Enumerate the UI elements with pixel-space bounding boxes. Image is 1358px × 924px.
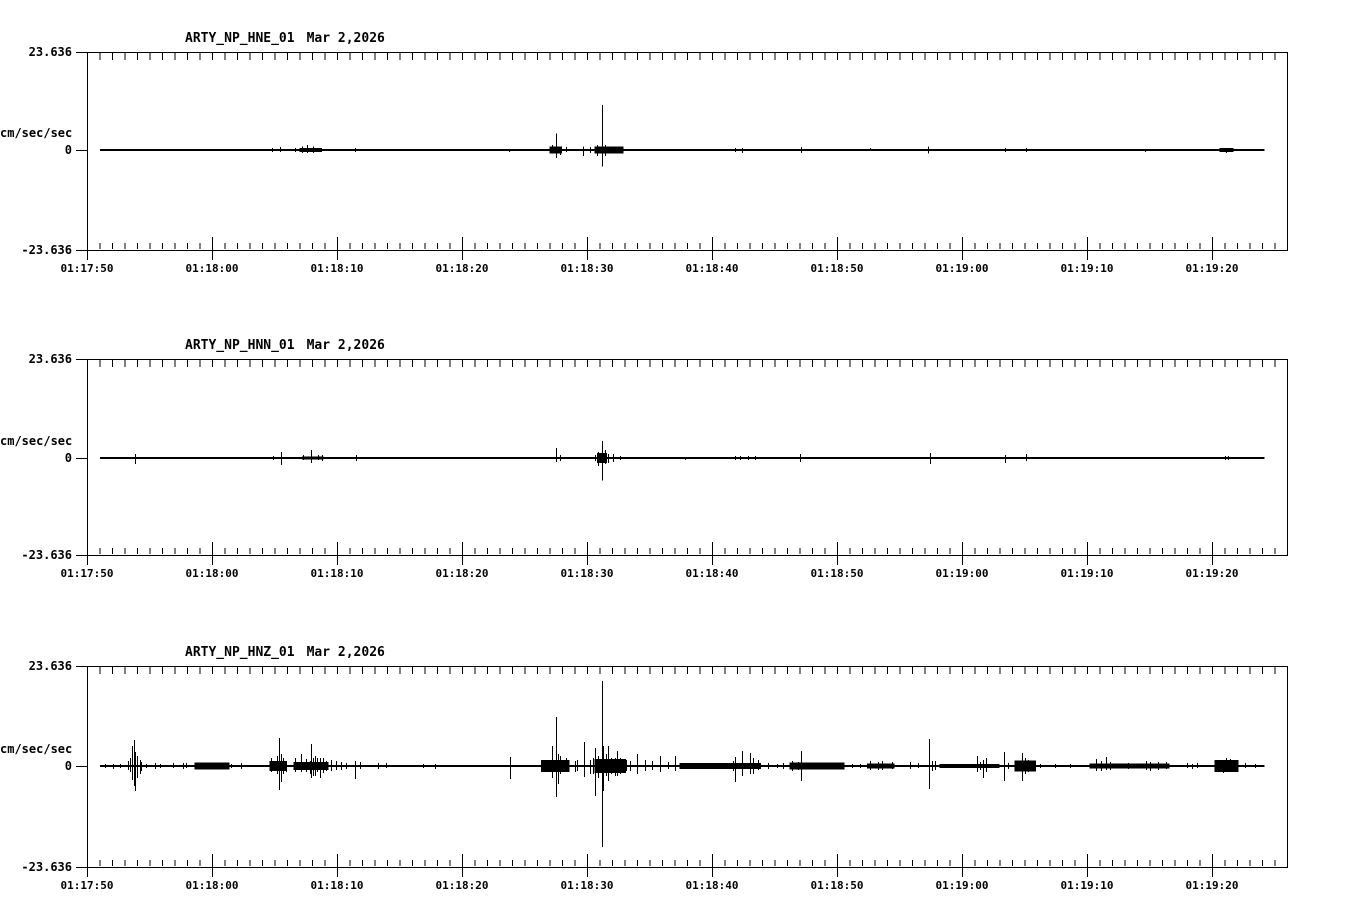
x-tick-label: 01:19:20 xyxy=(1185,879,1239,892)
y-axis-min-label: -23.636 xyxy=(21,243,72,257)
x-tick-label: 01:18:30 xyxy=(560,262,614,275)
x-tick-label: 01:18:00 xyxy=(185,262,239,275)
x-tick-label: 01:19:00 xyxy=(935,879,989,892)
y-axis-zero-label: 0 xyxy=(64,451,72,465)
y-axis-unit-label: cm/sec/sec xyxy=(0,126,73,140)
x-tick-label: 01:19:20 xyxy=(1185,567,1239,580)
x-tick-label: 01:18:40 xyxy=(685,879,739,892)
station-label: ARTY_NP_HNZ_01 xyxy=(185,645,295,660)
x-tick-label: 01:19:00 xyxy=(935,262,989,275)
y-axis-zero-label: 0 xyxy=(64,759,72,773)
x-tick-label: 01:19:20 xyxy=(1185,262,1239,275)
y-axis-max-label: 23.636 xyxy=(28,352,72,366)
x-tick-label: 01:19:10 xyxy=(1060,879,1114,892)
y-axis-min-label: -23.636 xyxy=(21,548,72,562)
date-label: Mar 2,2026 xyxy=(306,645,385,660)
x-tick-label: 01:18:50 xyxy=(810,879,864,892)
panel-title xyxy=(185,31,385,47)
x-tick-label: 01:18:10 xyxy=(310,879,364,892)
station-label: ARTY_NP_HNN_01 xyxy=(185,338,295,353)
y-axis-max-label: 23.636 xyxy=(28,659,72,673)
y-axis-unit-label: cm/sec/sec xyxy=(0,742,73,756)
x-tick-label: 01:18:20 xyxy=(435,262,489,275)
x-tick-label: 01:19:00 xyxy=(935,567,989,580)
x-tick-label: 01:19:10 xyxy=(1060,262,1114,275)
date-label: Mar 2,2026 xyxy=(306,31,385,46)
x-tick-label: 01:18:40 xyxy=(685,262,739,275)
x-tick-label: 01:17:50 xyxy=(60,567,114,580)
x-tick-label: 01:18:00 xyxy=(185,879,239,892)
x-tick-label: 01:18:00 xyxy=(185,567,239,580)
station-label: ARTY_NP_HNE_01 xyxy=(185,31,295,46)
y-axis-max-label: 23.636 xyxy=(28,45,72,59)
x-tick-label: 01:18:10 xyxy=(310,567,364,580)
y-axis-min-label: -23.636 xyxy=(21,860,72,874)
x-tick-label: 01:18:20 xyxy=(435,879,489,892)
panel-title xyxy=(185,338,385,354)
y-axis-zero-label: 0 xyxy=(64,143,72,157)
x-tick-label: 01:17:50 xyxy=(60,262,114,275)
x-tick-label: 01:18:50 xyxy=(810,567,864,580)
y-axis-unit-label: cm/sec/sec xyxy=(0,434,73,448)
x-tick-label: 01:18:20 xyxy=(435,567,489,580)
x-tick-label: 01:18:50 xyxy=(810,262,864,275)
panel-title xyxy=(185,645,385,661)
x-tick-label: 01:18:30 xyxy=(560,879,614,892)
x-tick-label: 01:18:30 xyxy=(560,567,614,580)
x-tick-label: 01:19:10 xyxy=(1060,567,1114,580)
x-tick-label: 01:17:50 xyxy=(60,879,114,892)
date-label: Mar 2,2026 xyxy=(306,338,385,353)
x-tick-label: 01:18:40 xyxy=(685,567,739,580)
x-tick-label: 01:18:10 xyxy=(310,262,364,275)
